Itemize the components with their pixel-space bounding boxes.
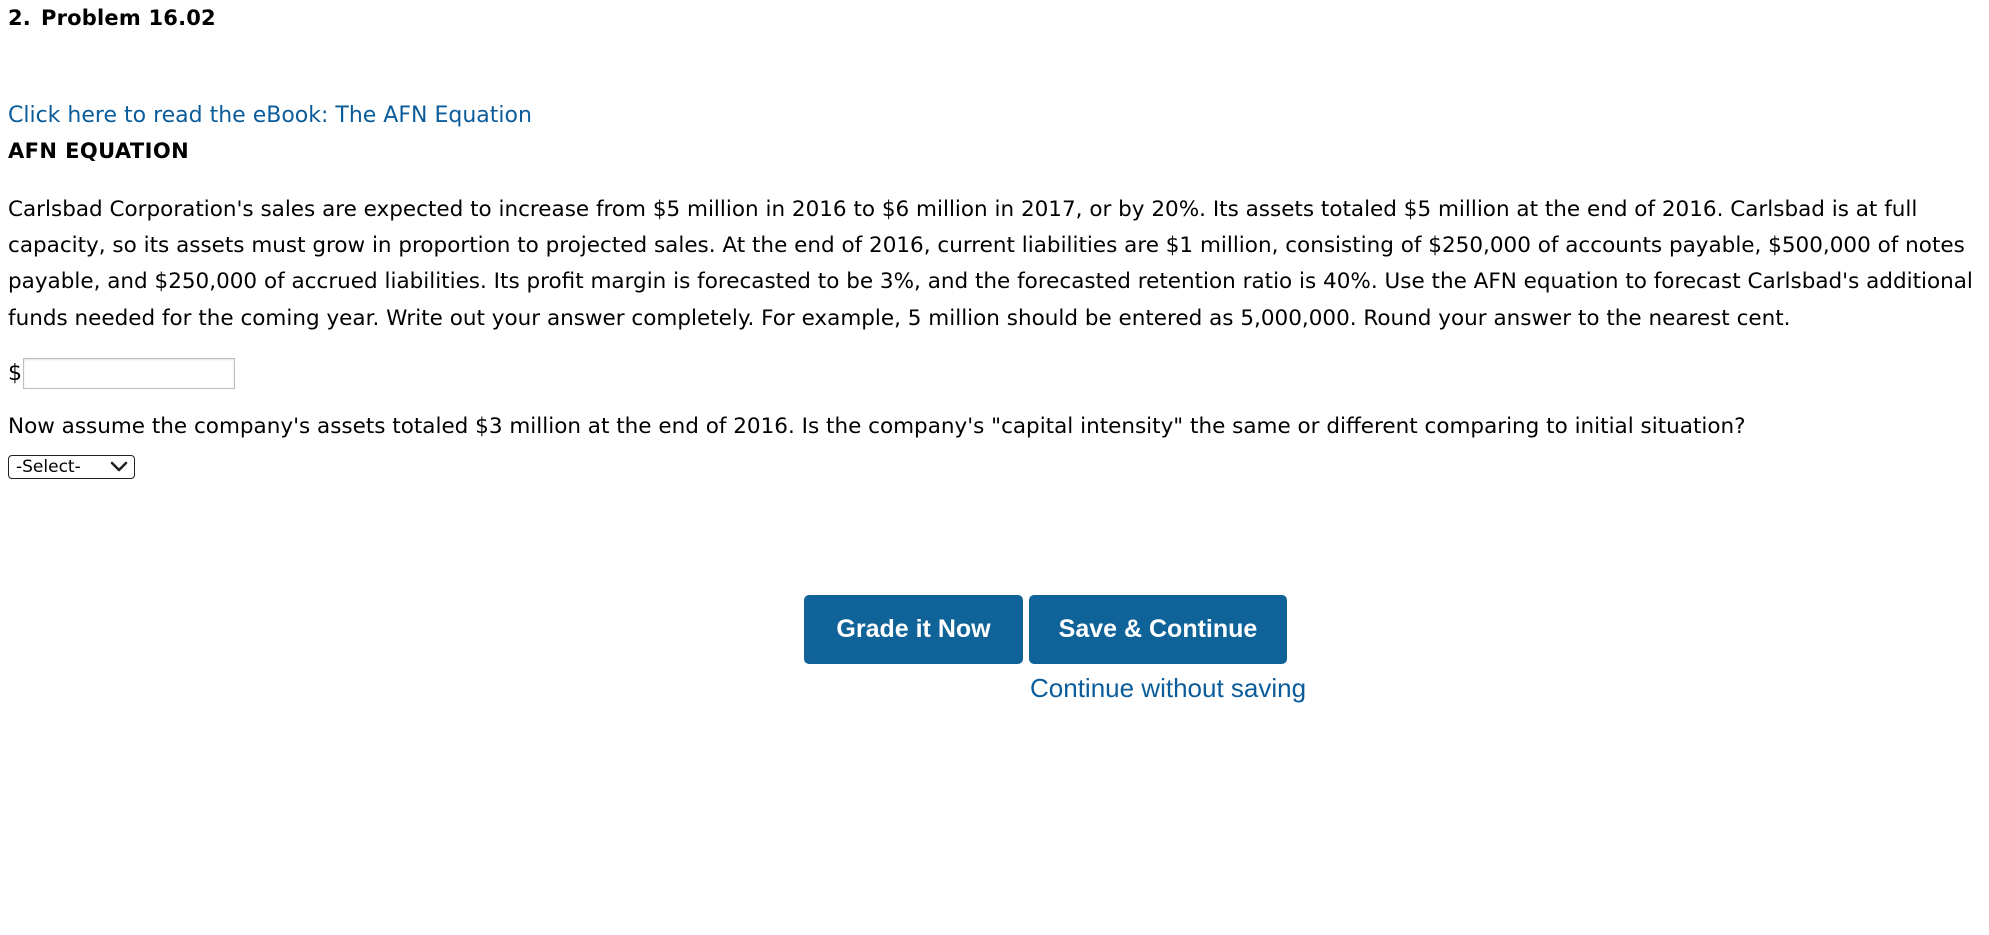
- problem-text: Carlsbad Corporation's sales are expected to increase from $5 million in 2016 to $6 million in 2017, or by 20%. Its assets totaled $5 million at the end of 2016. Carlsbad is at full capacity, so its assets must grow in proportion to projected sales. At the end of 2016, current liabilities are $1 million, consisting of $250,000 of accounts payable, $500,000 of notes payable, and $250,000 of accrued liabilities. Its profit margin is forecasted to be 3%, and the forecasted retention ratio is 40%. Use the AFN equation to forecast Carlsbad's additional funds needed for the coming year. Write out your answer completely. For example, 5 million should be entered as 5,000,000. Round your answer to the nearest cent.: [8, 197, 1973, 331]
- section-heading: AFN EQUATION: [8, 139, 190, 163]
- answer-row: [8, 356, 235, 391]
- ebook-link[interactable]: Click here to read the eBook: The AFN Equation: [8, 103, 532, 128]
- problem-number: 2.: [8, 6, 31, 30]
- problem-title: [8, 6, 216, 30]
- capital-intensity-question: Now assume the company's assets totaled $3 million at the end of 2016. Is the company's "capital intensity" the same or different comparing to initial situation?: [8, 414, 1746, 439]
- afn-answer-input[interactable]: [23, 358, 235, 389]
- continue-without-saving-link[interactable]: Continue without saving: [1030, 673, 1307, 703]
- grade-it-now-button[interactable]: Grade it Now: [804, 595, 1023, 664]
- select-value: -Select-: [16, 457, 81, 477]
- save-and-continue-button[interactable]: Save & Continue: [1029, 595, 1287, 664]
- currency-symbol: $: [8, 361, 22, 386]
- chevron-down-icon: [110, 461, 128, 473]
- capital-intensity-select[interactable]: [8, 455, 135, 479]
- problem-name: Problem 16.02: [41, 6, 216, 30]
